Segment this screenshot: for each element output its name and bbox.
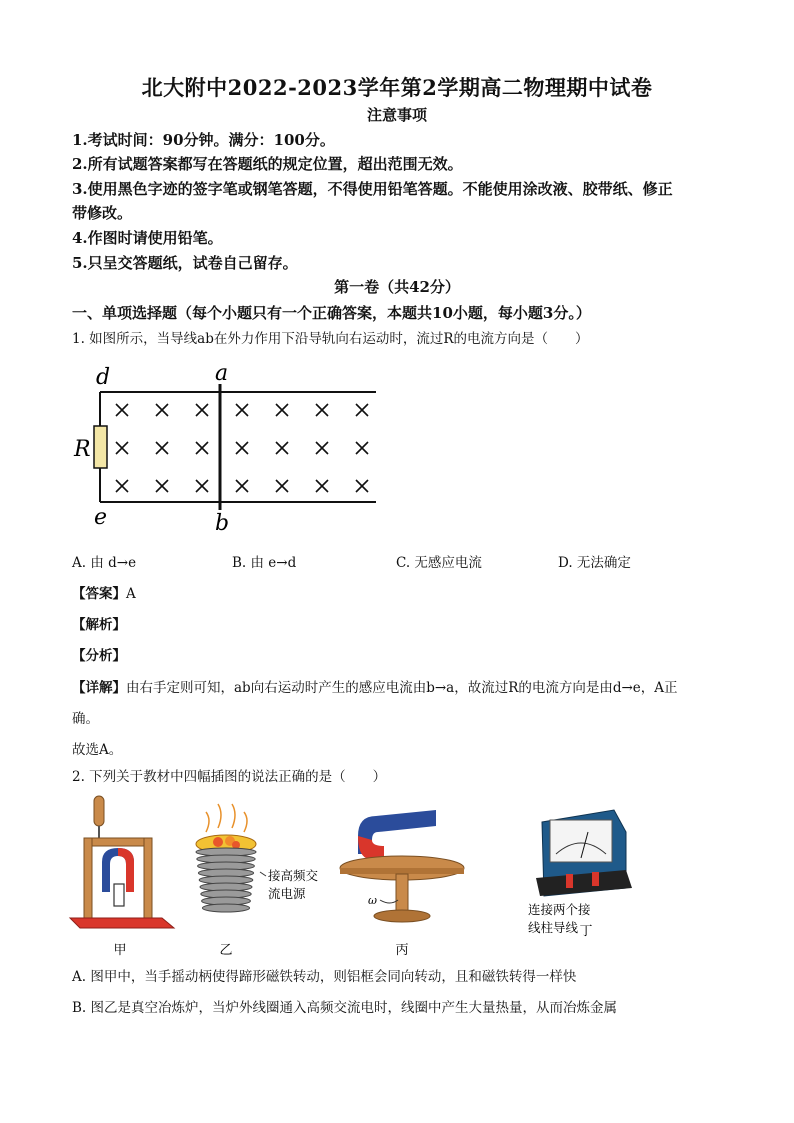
notes-heading: 注意事项 <box>366 106 427 124</box>
field-cross <box>116 442 128 454</box>
field-cross <box>276 480 288 492</box>
q1-circuit-figure <box>72 362 392 537</box>
detail-tag: 【详解】 <box>72 680 126 696</box>
field-cross <box>156 480 168 492</box>
rule-1: 1.考试时间：90分钟。满分：100分。 <box>72 131 335 149</box>
field-cross <box>316 480 328 492</box>
rule-2: 2.所有试题答案都写在答题纸的规定位置，超出范围无效。 <box>72 155 463 173</box>
field-cross <box>356 442 368 454</box>
q1-option-c: C. 无感应电流 <box>396 555 482 571</box>
label-d: d <box>96 365 111 390</box>
rule-5: 5.只呈交答题纸，试卷自己留存。 <box>72 254 298 272</box>
answer-value: A <box>126 586 136 602</box>
detail-line-1: 【详解】由右手定则可知，ab向右运动时产生的感应电流由b→a，故流过R的电流方向是由d→e，A正 <box>72 680 678 696</box>
q1-option-d: D. 无法确定 <box>558 555 631 571</box>
field-cross <box>236 480 248 492</box>
field-cross <box>356 404 368 416</box>
label-r: R <box>74 437 91 462</box>
caption-yi: 乙 <box>219 943 233 958</box>
magnetic-field-crosses <box>116 404 368 492</box>
figure-yi <box>196 804 319 912</box>
part-heading: 一、单项选择题（每个小题只有一个正确答案，本题共10小题，每小题3分。） <box>72 304 591 322</box>
field-cross <box>316 442 328 454</box>
q1-option-b: B. 由 e→d <box>232 555 297 571</box>
field-cross <box>356 480 368 492</box>
field-cross <box>156 442 168 454</box>
q1-option-a: A. 由 d→e <box>72 555 137 571</box>
figure-bing <box>340 810 464 922</box>
label-a: a <box>215 362 229 386</box>
rule-4: 4.作图时请使用铅笔。 <box>72 229 223 247</box>
field-cross <box>116 480 128 492</box>
q1-conclusion: 故选A。 <box>72 742 123 758</box>
field-cross <box>196 442 208 454</box>
bing-omega: ω <box>368 894 377 907</box>
yi-note-line2: 流电源 <box>268 886 306 901</box>
field-cross <box>276 442 288 454</box>
caption-ding: 丁 <box>579 924 593 939</box>
section-heading: 第一卷（共42分） <box>334 278 460 296</box>
question-1-stem: 1. 如图所示，当导线ab在外力作用下沿导轨向右运动时，流过R的电流方向是（ ） <box>72 331 589 347</box>
field-cross <box>276 404 288 416</box>
q2-option-a: A. 图甲中，当手摇动柄使得蹄形磁铁转动，则铝框会同向转动，且和磁铁转得一样快 <box>72 969 577 985</box>
q1-answer-line <box>72 582 136 602</box>
caption-bing: 丙 <box>395 943 409 958</box>
field-cross <box>156 404 168 416</box>
label-e: e <box>94 505 108 530</box>
q2-figures <box>66 792 706 960</box>
ding-note-line2: 线柱导线 <box>528 920 579 935</box>
field-cross <box>196 404 208 416</box>
fenxi-tag: 【分析】 <box>72 648 126 664</box>
question-2-stem: 2. 下列关于教材中四幅插图的说法正确的是（ ） <box>72 769 387 785</box>
rule-3-cont: 带修改。 <box>72 204 133 222</box>
figure-ding <box>528 810 632 935</box>
page-title: 北大附中2022-2023学年第2学期高二物理期中试卷 <box>141 75 653 100</box>
q2-option-b: B. 图乙是真空冶炼炉，当炉外线圈通入高频交流电时，线圈中产生大量热量，从而冶炼金属 <box>72 1000 618 1016</box>
field-cross <box>116 404 128 416</box>
caption-jia: 甲 <box>113 943 127 958</box>
yi-note-line1: 接高频交 <box>268 868 319 883</box>
label-b: b <box>215 511 230 536</box>
ding-note-line1: 连接两个接 <box>528 902 591 917</box>
field-cross <box>196 480 208 492</box>
analysis-tag: 【解析】 <box>72 617 126 633</box>
detail-line-2: 确。 <box>72 711 99 727</box>
field-cross <box>316 404 328 416</box>
field-cross <box>236 442 248 454</box>
resistor-r <box>94 426 107 468</box>
figure-jia <box>70 796 174 928</box>
rule-3: 3.使用黑色字迹的签字笔或钢笔答题，不得使用铅笔答题。不能使用涂改液、胶带纸、修正 <box>72 180 673 198</box>
answer-tag: 【答案】 <box>72 586 126 602</box>
field-cross <box>236 404 248 416</box>
coil-turn <box>202 904 249 912</box>
